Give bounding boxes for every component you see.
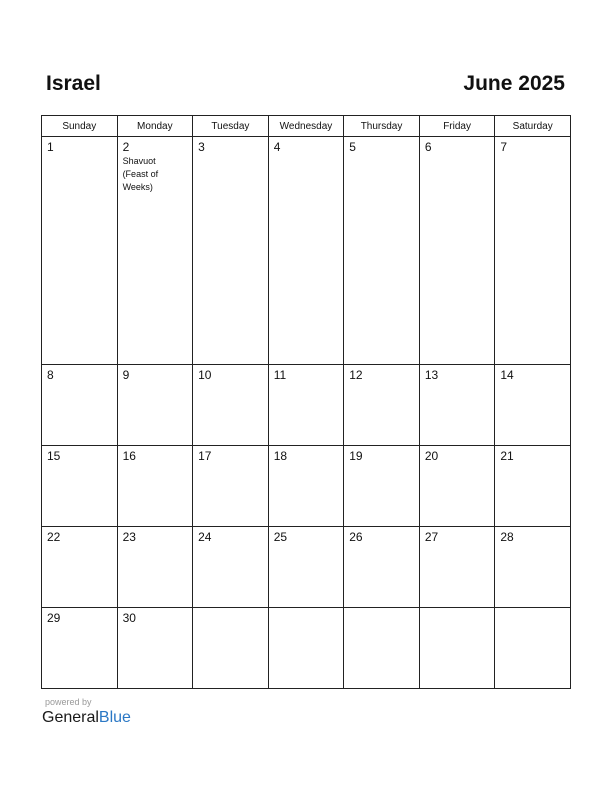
day-cell: [117, 137, 193, 365]
weekday-saturday: Saturday: [495, 116, 571, 137]
day-number: 7: [500, 140, 508, 154]
day-cell: [419, 137, 495, 365]
brand-name-part1: General: [42, 709, 99, 726]
day-cell: [193, 137, 269, 365]
day-number: 8: [47, 368, 54, 383]
day-cell: [193, 446, 269, 527]
day-cell: [268, 527, 344, 608]
day-number: 14: [500, 368, 514, 383]
day-cell: [495, 137, 571, 365]
day-number: 12: [349, 368, 363, 383]
week-row: [42, 608, 571, 689]
day-cell: [42, 446, 118, 527]
day-cell: [495, 446, 571, 527]
weekday-tuesday: Tuesday: [193, 116, 269, 137]
brand-name-part2: Blue: [98, 709, 131, 726]
day-number: 6: [424, 140, 432, 154]
day-number: 4: [273, 140, 281, 154]
day-cell: [268, 365, 344, 446]
weekday-friday: Friday: [419, 116, 495, 137]
day-number: 2: [122, 140, 130, 154]
weekday-monday: Monday: [117, 116, 193, 137]
day-cell: [344, 365, 420, 446]
weekday-wednesday: Wednesday: [268, 116, 344, 137]
day-cell: [268, 608, 344, 689]
day-number: 29: [47, 611, 61, 626]
week-row: [42, 446, 571, 527]
day-number: 9: [122, 368, 130, 383]
day-cell: [344, 446, 420, 527]
day-number: 22: [47, 530, 61, 545]
day-number: 21: [500, 449, 514, 464]
day-number: 30: [122, 611, 136, 626]
day-number: 27: [424, 530, 439, 545]
day-number: 24: [198, 530, 212, 545]
day-number: 17: [198, 449, 212, 464]
day-number: 13: [424, 368, 439, 383]
day-cell: [117, 446, 193, 527]
weekday-sunday: Sunday: [42, 116, 118, 137]
day-cell: [193, 608, 269, 689]
day-cell: [42, 137, 118, 365]
day-number: 25: [273, 530, 288, 545]
month-title: June 2025: [463, 72, 565, 95]
week-row: [42, 365, 571, 446]
day-number: 1: [47, 140, 54, 154]
day-cell: [268, 137, 344, 365]
calendar-grid: [41, 115, 571, 689]
week-row: [42, 527, 571, 608]
day-number: 20: [424, 449, 439, 464]
week-row: [42, 137, 571, 365]
day-number: 5: [349, 140, 356, 154]
day-number: 3: [198, 140, 205, 154]
generalblue-logo[interactable]: [42, 709, 131, 727]
day-cell: [495, 608, 571, 689]
day-cell: [419, 365, 495, 446]
country-title: Israel: [46, 72, 101, 95]
day-number: 26: [349, 530, 363, 545]
day-number: 10: [198, 368, 212, 383]
day-cell: [268, 446, 344, 527]
day-cell: [193, 365, 269, 446]
day-cell: [42, 365, 118, 446]
day-cell: [495, 365, 571, 446]
powered-by-text: powered by: [45, 697, 92, 707]
day-number: 19: [349, 449, 363, 464]
day-cell: [42, 527, 118, 608]
day-cell: [117, 527, 193, 608]
day-cell: [419, 527, 495, 608]
day-number: 18: [273, 449, 288, 464]
day-cell: [495, 527, 571, 608]
day-cell: [42, 608, 118, 689]
day-number: 23: [122, 530, 136, 545]
day-cell: [193, 527, 269, 608]
day-number: 28: [500, 530, 514, 545]
day-number: 11: [273, 368, 287, 383]
weekday-header-row: [42, 116, 571, 137]
day-cell: [419, 446, 495, 527]
day-cell: [344, 527, 420, 608]
day-cell: [117, 608, 193, 689]
day-cell: [344, 137, 420, 365]
day-cell: [419, 608, 495, 689]
day-cell: [344, 608, 420, 689]
day-number: 16: [122, 449, 136, 464]
weekday-thursday: Thursday: [344, 116, 420, 137]
day-number: 15: [47, 449, 61, 464]
holiday-label: Shavuot (Feast of Weeks): [122, 156, 159, 192]
day-cell: [117, 365, 193, 446]
